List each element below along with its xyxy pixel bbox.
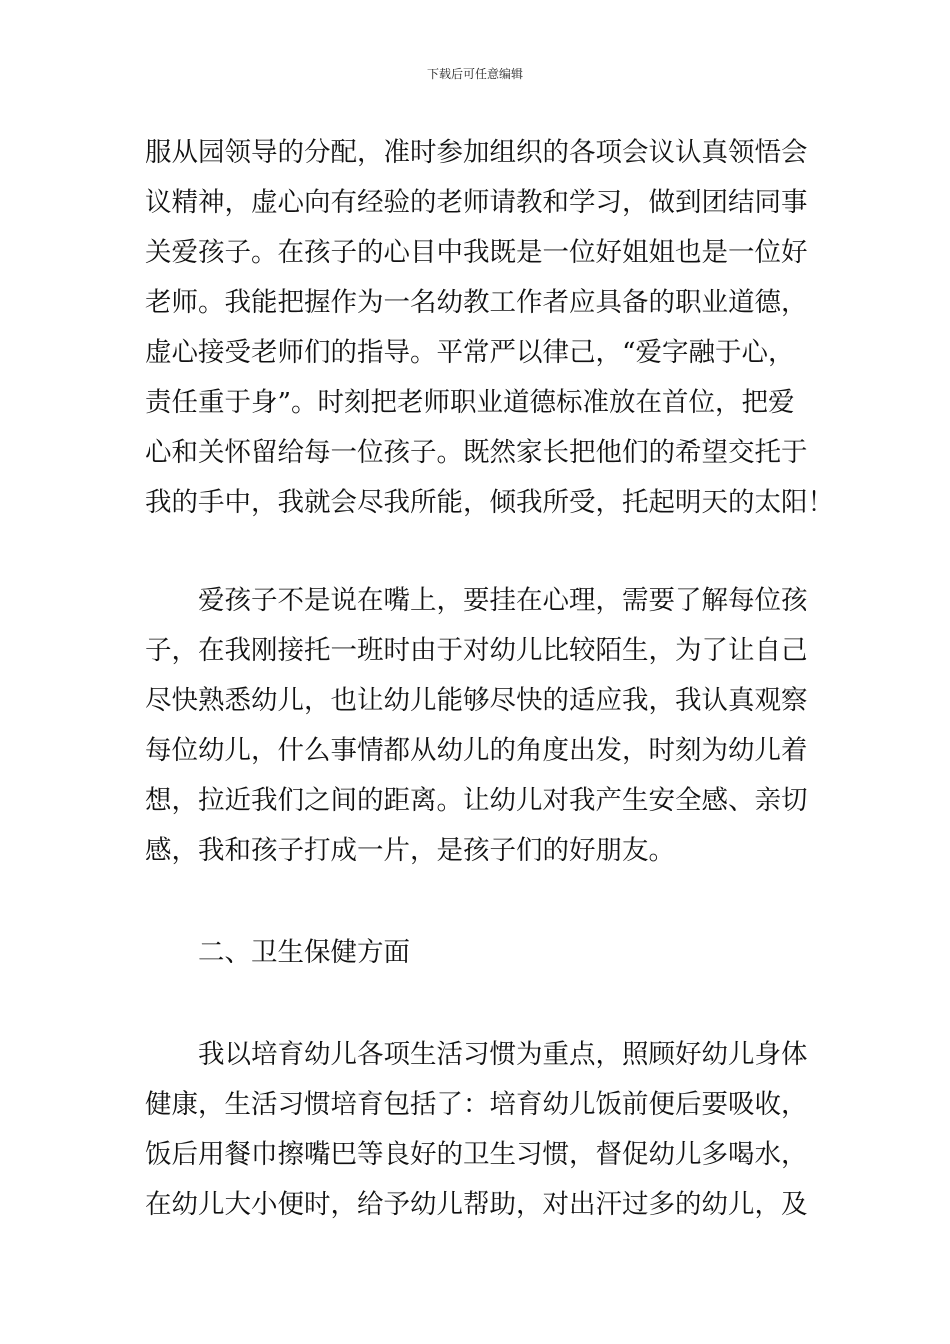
paragraph-line: 虚心接受老师们的指导。平常严以律己，“爱字融于心，	[145, 337, 795, 368]
paragraph-line: 关爱孩子。在孩子的心目中我既是一位好姐姐也是一位好	[145, 237, 808, 268]
page-header: 下载后可任意编辑	[426, 67, 523, 81]
paragraph-line: 议精神，虚心向有经验的老师请教和学习，做到团结同事	[145, 187, 808, 218]
paragraph-line: 在幼儿大小便时，给予幼儿帮助，对出汗过多的幼儿，及	[145, 1189, 808, 1220]
paragraph-line: 心和关怀留给每一位孩子。既然家长把他们的希望交托于	[145, 437, 808, 468]
paragraph-line: 责任重于身”。时刻把老师职业道德标准放在首位，把爱	[145, 387, 795, 418]
paragraph-line: 我以培育幼儿各项生活习惯为重点，照顾好幼儿身体	[198, 1039, 808, 1070]
paragraph-line: 每位幼儿，什么事情都从幼儿的角度出发，时刻为幼儿着	[145, 735, 808, 766]
paragraph-1	[145, 128, 834, 528]
paragraph-line: 我的手中，我就会尽我所能，倾我所受，托起明天的太阳！	[145, 487, 834, 518]
paragraph-line: 老师。我能把握作为一名幼教工作者应具备的职业道德，	[145, 287, 808, 318]
document-body	[145, 128, 834, 1230]
paragraph-spacer	[145, 978, 810, 1030]
paragraph-spacer	[145, 876, 810, 928]
paragraph-line: 服从园领导的分配，准时参加组织的各项会议认真领悟会	[145, 137, 808, 168]
paragraph-2	[145, 576, 810, 876]
paragraph-line: 感，我和孩子打成一片，是孩子们的好朋友。	[145, 835, 675, 866]
section-heading-text: 二、卫生保健方面	[198, 937, 410, 968]
paragraph-3	[145, 1030, 810, 1230]
paragraph-line: 爱孩子不是说在嘴上，要挂在心理，需要了解每位孩	[198, 585, 808, 616]
paragraph-line: 想，拉近我们之间的距离。让幼儿对我产生安全感、亲切	[145, 785, 808, 816]
paragraph-spacer	[145, 528, 810, 576]
section-heading	[145, 928, 810, 978]
paragraph-line: 健康，生活习惯培育包括了：培育幼儿饭前便后要吸收，	[145, 1089, 808, 1120]
paragraph-line: 尽快熟悉幼儿，也让幼儿能够尽快的适应我，我认真观察	[145, 685, 808, 716]
paragraph-line: 饭后用餐巾擦嘴巴等良好的卫生习惯，督促幼儿多喝水，	[145, 1139, 808, 1170]
paragraph-line: 子，在我刚接托一班时由于对幼儿比较陌生，为了让自己	[145, 635, 808, 666]
